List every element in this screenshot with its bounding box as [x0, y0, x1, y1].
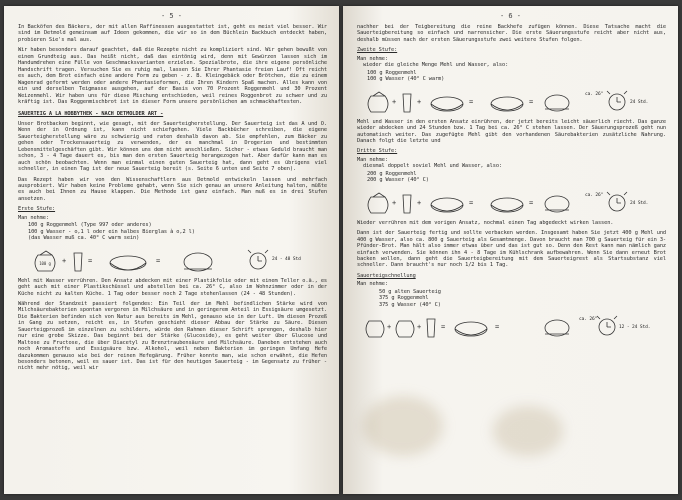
take-label: Man nehme: — [357, 281, 388, 288]
take-label: Man nehme: — [357, 55, 388, 62]
ingredient-intro: diesmal doppelt soviel Mehl und Wasser, also: — [363, 163, 503, 170]
step-heading: Dritte Stufe: — [357, 148, 398, 155]
duration-label: 12 - 24 Std. — [619, 325, 651, 331]
step-heading: Sauerteigschnellung — [357, 272, 416, 279]
right-text-column — [357, 24, 666, 344]
ingredient-list: 50 g alten Sauerteig 375 g Roggenmehl 375 g Wasser (40° C) — [379, 288, 441, 308]
book-spread — [4, 6, 678, 494]
paragraph: Unser Brotbacken beginnt, wie gesagt, mit der Sauerteigherstellung. Der Sauerteig ist das A und O. Wenn der in Ordnung ist, kann nicht schiefgehen. Viele Backbücher schreiben, die eigene Sauerteigherstellung wäre zu schwierig und raten deshalb davon ab. Sie empfehlen, zum Bäcker zu gehen oder Trockensauerteig zu verwenden, der es manchmal in Drogerien und bestimmten Lebensmittelgeschäften gibt. Wir können uns dem nicht anschließen. Sicher - etwas Geduld braucht man schon, 3 - 4 Tage dauert es, bis man den ersten Sauerteig herangezogen hat. Aber dafür kann man es auch schön beobachten. Wenn man einmal einen guten Sauerteig hat, dann geht es übrigens viel schneller, in einen Tag ist der neue Sauerteig bereit (s. Seite 6 unten und Seite 7 oben). — [18, 120, 327, 173]
paragraph: Wir haben besonders darauf geachtet, daß die Rezepte nicht zu kompliziert sind. Wir gehen bewußt von einem Grundteig aus. Das heißt nicht, daß das eintönig wird, denn mit Gewürzen lassen sich im Handumdrehen eine Fülle von Geschmacksvarianten erzielen. Spezialbrote, die ihre eigene persönliche Handschrift tragen. Versuchen Sie es ruhig mal, lassen Sie Ihrer Phantasie freien Lauf! Oft reicht es auch, dem Brot einfach eine andere Form zu geben - z. B. Kleingebäck oder Brötchen, die zu einem Wagenrad geformt werden oder andere Phantasieformen, die Ihren Kindern Spaß machen. Alles kann von ein und derselben Teigmasse ausgehen, auf der Basis von 70 Prozent Roggenmehl und 30 Prozent Weizenmehl. Wir haben uns für diese Mischung entschieden, weil reines Roggenbrot zu schwer und zu kräftig ist. Das Roggenmischbrot ist in dieser Form unsere persönlichen am schmackhaftesten. — [18, 47, 327, 105]
svg-text:+: + — [392, 97, 397, 106]
section-heading: SAUERTEIG A LA HOBBYTHEK - NACH DETMOLDER ART - — [18, 111, 164, 118]
paragraph: nachher bei der Teigbereitung die reine Backhefe zufügen können. Diese Tatsache macht die Sauerteigbereitung so einfach und narrensicher. Die erste Säuerungsstufe reicht aber nicht aus, deshalb müssen nach der ersten Säuerungsstufe zwei weitere Stufen folgen. — [357, 24, 666, 43]
left-text-column — [18, 24, 327, 376]
recipe-illustration — [357, 311, 666, 341]
paragraph: Mehl mit Wasser verrühren. Den Ansatz abdecken mit einer Plastikfolie oder mit einem Teller o.ä., es geht auch mit einer Plastikschüssel und abstellen bei ca. 26° C, also im Wohnzimmer oder in der Küche nicht zu kalten Küche. 1 Tag oder besser noch 2 Tage stehenlassen (24 - 48 Stunden). — [18, 277, 327, 297]
recipe-illustration — [18, 245, 327, 275]
svg-text:100 g: 100 g — [39, 260, 51, 266]
svg-text:+: + — [417, 198, 422, 207]
svg-text:=: = — [469, 198, 474, 207]
svg-text:=: = — [469, 97, 474, 106]
step-heading: Zweite Stufe: — [357, 47, 398, 54]
svg-text:+: + — [62, 256, 67, 265]
paragraph: Mehl und Wasser in den ersten Ansatz einrühren, der jetzt bereits leicht säuerlich riecht. Das ganze wieder abdecken und 24 Stunden bzw. 1 Tag bei ca. 26° C stehen lassen. Der Säuerungsprozeß geht nun automatisch weiter. Das zugefügte Mehl gibt den vorhandenen Säurebakterien zusätzliche Nahrung. Danach folgt die letzte und — [357, 118, 666, 144]
recipe-illustration — [357, 86, 666, 116]
duration-label: 24 Std. — [630, 200, 649, 206]
svg-text:+: + — [417, 97, 422, 106]
svg-text:=: = — [529, 198, 534, 207]
temperature-label: ca. 26° — [585, 91, 604, 97]
paragraph: In Backöfen des Bäckers, der mit allen Raffinessen ausgestattet ist, geht es meist viel besser. Wir sind im Detmold gemeinsam auf Ideen gekommen, die wir so in dem Büchlein Backbuch entdeckt haben, probieren Sie's mal aus. — [18, 24, 327, 43]
temperature-label: ca. 26° — [579, 317, 598, 323]
take-label: Man nehme: — [18, 214, 49, 221]
right-page — [343, 6, 678, 494]
paragraph: Wieder verrühren mit dem vorigen Ansatz, nochmal einen Tag abgedeckt wirken lassen. — [357, 219, 614, 226]
svg-text:+: + — [392, 198, 397, 207]
paragraph: Dann ist der Sauerteig fertig und sollte verbacken werden. Insgesamt haben Sie jetzt 400 g Mehl und 400 g Wasser, also ca. 800 g Sauerteig als Gesamtmenge. Davon braucht man 700 g Sauerteig für ein 3-Pfünder-Brot. Man hält also immer etwas über und das ist gut so. Denn den Rest kann man nämlich ganz einfach verwenden. Sie können ihn 4 - 8 Tage im Kühlschrank aufbewahren. Wenn Sie dann erneut Brot backen wollen, dann geht die Sauerteigbereitung mit dem Sauerteigrest als Startsubstanz viel schneller. Dann braucht's nur noch 1/2 bis 1 Tag. — [357, 230, 666, 269]
svg-text:=: = — [495, 323, 500, 332]
duration-label: 24 - 48 Std — [272, 256, 301, 262]
step-heading: Erste Stufe: — [18, 206, 56, 213]
svg-text:=: = — [441, 323, 446, 332]
recipe-sketch-icon — [357, 187, 657, 217]
paragraph: Das Rezept haben wir von den Wissenschaftlern aus Detmold entwickeln lassen und mehrfach ausprobiert. Wir haben keine Probleme gehabt, wenn Sie sich genau an unsere Anleitung halten, müßte es auch bei Ihnen zu Hause klappen. Die Methode ist ganz einfach. Man muß es in drei Stufen ansetzen. — [18, 176, 327, 202]
svg-text:=: = — [156, 256, 161, 265]
ingredient-list: 200 g Roggenmehl 200 g Wasser (40° C) — [367, 170, 429, 184]
paper-stain — [363, 396, 443, 456]
paper-stain — [493, 406, 563, 456]
ingredient-intro: wieder die gleiche Menge Mehl und Wasser, also: — [363, 62, 509, 69]
svg-text:+: + — [417, 323, 422, 332]
left-page — [4, 6, 339, 494]
temperature-label: ca. 26° — [585, 192, 604, 198]
recipe-sketch-icon — [357, 311, 657, 341]
ingredient-list: 100 g Roggenmehl 100 g Wasser (40° C warm) — [367, 69, 445, 83]
ingredient-list: 100 g Roggenmehl (Type 997 oder anderes) 100 g Wasser - o,1 l oder ein halbes Bierglas à o,2 l) (das Wasser muß ca. 40° C warm sein) — [28, 222, 195, 242]
svg-text:=: = — [88, 256, 93, 265]
paragraph: Während der Standzeit passiert folgendes: Ein Teil der im Mehl befindlichen Stärke wird von Milchsäurebakterien spontan vergoren in Milchsäure und in geringerem Anteil in Essigsäure umgesetzt. Die Bakterien befinden sich von Natur aus bereits im Mehl, genauso wie in der Luft. Um diesen Prozeß in Gang zu setzen, reicht es, in Stufen geschieht dieser Abbau der Stärke zu Säure. Diesen Sauerteigprozeß im einzelnen zu schildern, würde den Rahmen dieser Schrift sprengen, deshalb hier nur eine grobe Skizze. Das beginnt bei der Stärke (Glucoside), es geht weiter über Glucose und Maltose zu Fructose, die über Diacetyl zu Brenztraubensäure und Milchsäure. Daneben entstehen auch noch Aromastoffe und Essigsäure bzw. Alkohol, weil neben Bakterien im geringen Umfang Hefe dazukommen genauso wie bei der reinen Hefegärung. Früher konnte man, wie schon erwähnt, die Hefen besonders betonen, weil es sauer ist. Das ist für den heutigen Sauerteig - im Gegensatz zu früher - nicht mehr nötig, weil wir — [18, 300, 327, 372]
page-number: - 6 - — [499, 12, 522, 20]
take-label: Man nehme: — [357, 156, 388, 163]
svg-text:+: + — [387, 323, 392, 332]
duration-label: 24 Std. — [630, 99, 649, 105]
recipe-illustration — [357, 187, 666, 217]
page-number: - 5 - — [160, 12, 183, 20]
recipe-sketch-icon — [357, 86, 657, 116]
svg-text:=: = — [529, 97, 534, 106]
